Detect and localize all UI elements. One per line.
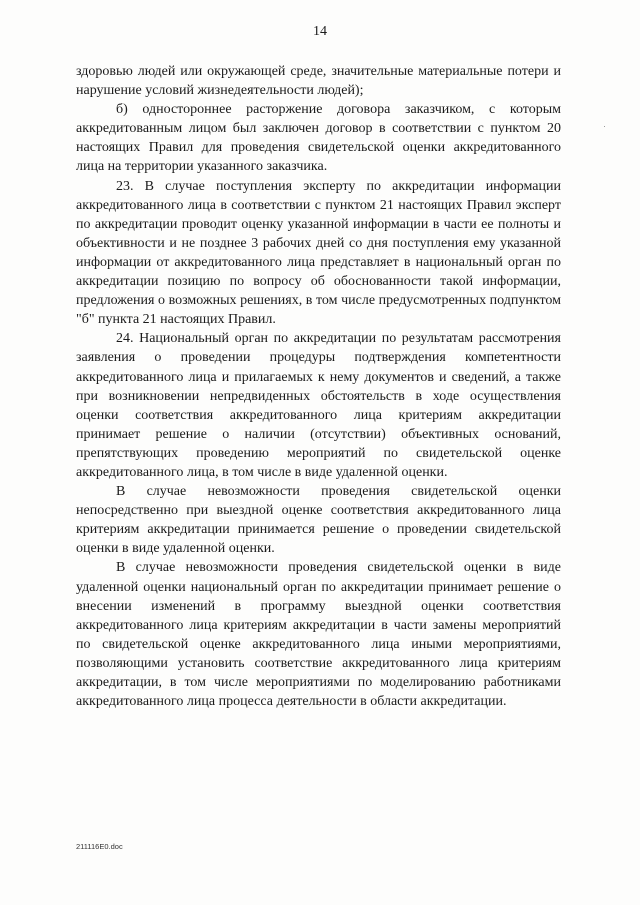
footer-filename: 211116E0.doc <box>76 842 123 851</box>
page-number: 14 <box>313 24 327 39</box>
body-text <box>76 62 561 711</box>
paragraph: В случае невозможности проведения свидетельской оценки непосредственно при выездной оценке соответствия аккредитованного лица критериям аккредитации принимается решение о проведении свидетельской оценки в виде удаленной оценки. <box>76 484 561 557</box>
paragraph: 23. В случае поступления эксперту по аккредитации информации аккредитованного лица в соответствии с пунктом 21 настоящих Правил эксперт по аккредитации проводит оценку указанной информации в части ее полноты и объективности и не позднее 3 рабочих дней со дня поступления ему указанной информации от аккредитованного лица представляет в национальный орган по аккредитации позицию по вопросу об обоснованности такой информации, предложения о возможных решениях, в том числе предусмотренных подпунктом "б" пункта 21 настоящих Правил. <box>76 178 561 328</box>
paragraph: б) одностороннее расторжение договора заказчиком, с которым аккредитованным лицом был заключен договор в соответствии с пунктом 20 настоящих Правил для проведения свидетельской оценки аккредитованного лица на территории указанного заказчика. <box>76 102 561 175</box>
paragraph: В случае невозможности проведения свидетельской оценки в виде удаленной оценки национальный орган по аккредитации принимает решение о внесении изменений в программу выездной оценки соответствия аккредитованного лица критериям аккредитации в части замены мероприятий по свидетельской оценке аккредитованного лица иными мероприятиями, позволяющими установить соответствие аккредитованного лица критериям аккредитации, в том числе мероприятиями по моделированию работниками аккредитованного лица процесса деятельности в области аккредитации. <box>76 560 561 710</box>
paragraph: 24. Национальный орган по аккредитации по результатам рассмотрения заявления о проведении процедуры подтверждения компетентности аккредитованного лица и прилагаемых к нему документов и сведений, а также при возникновении непредвиденных обстоятельств в ходе осуществления оценки соответствия аккредитованного лица критериям аккредитации принимает решение о наличии (отсутствии) объективных оснований, препятствующих проведению мероприятий по свидетельской оценке аккредитованного лица, в том числе в виде удаленной оценки. <box>76 331 561 480</box>
paragraph: здоровью людей или окружающей среде, значительные материальные потери и нарушение условий жизнедеятельности людей); <box>76 64 561 99</box>
scan-speck <box>604 126 605 127</box>
